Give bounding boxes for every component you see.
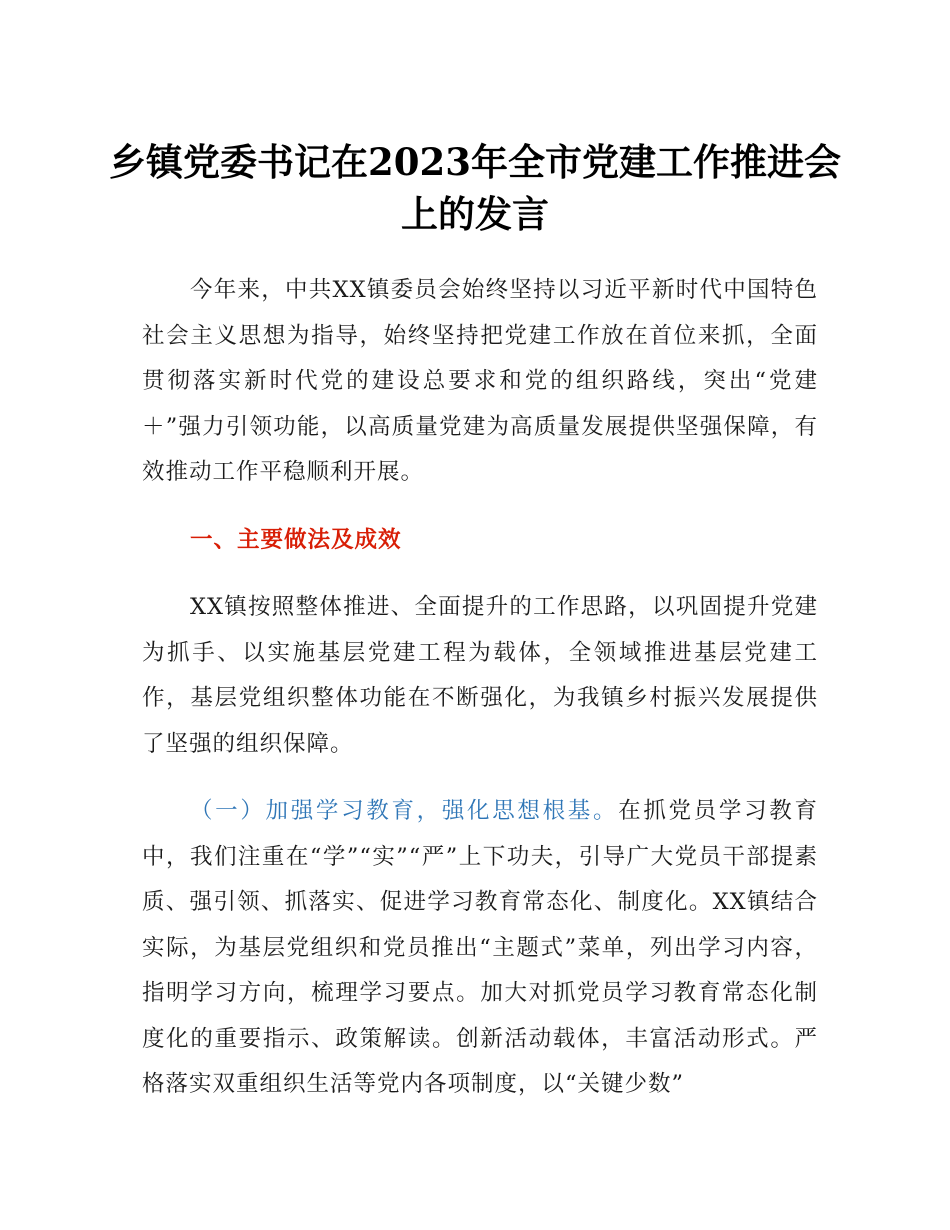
spacer (142, 496, 818, 518)
spacer (142, 767, 818, 789)
subsection1-body: 在抓党员学习教育中，我们注重在“学”“实”“严”上下功夫，引导广大党员干部提素质、强引领、抓落实、促进学习教育常态化、制度化。XX镇结合实际，为基层党组织和党员推出“主题式”菜单，列出学习内容，指明学习方向，梳理学习要点。加大对抓党员学习教育常态化制度化的重要指示、政策解读。创新活动载体，丰富活动形式。严格落实双重组织生活等党内各项制度，以“关键少数” (142, 798, 818, 1097)
document-title-line2: 上的发言 (401, 192, 549, 236)
section-heading-main-practices: 一、主要做法及成效 (190, 526, 402, 553)
document-body (142, 268, 818, 1108)
intro-paragraph: 今年来，中共XX镇委员会始终坚持以习近平新时代中国特色社会主义思想为指导，始终坚持把党建工作放在首位来抓，全面贯彻落实新时代党的建设总要求和党的组织路线，突出“党建＋”强力引领功能，以高质量党建为高质量发展提供坚强保障，有效推动工作平稳顺利开展。 (142, 277, 818, 485)
subsection-heading-study-education: （一）加强学习教育，强化思想根基。 (190, 798, 619, 824)
spacer (142, 563, 818, 585)
document-title-line1: 乡镇党委书记在2023年全市党建工作推进会 (109, 140, 841, 184)
subsection1-paragraph (142, 789, 818, 1108)
section1-paragraph: XX镇按照整体推进、全面提升的工作思路，以巩固提升党建为抓手、以实施基层党建工程为载体，全领域推进基层党建工作，基层党组织整体功能在不断强化，为我镇乡村振兴发展提供了坚强的组织保障。 (142, 594, 818, 757)
